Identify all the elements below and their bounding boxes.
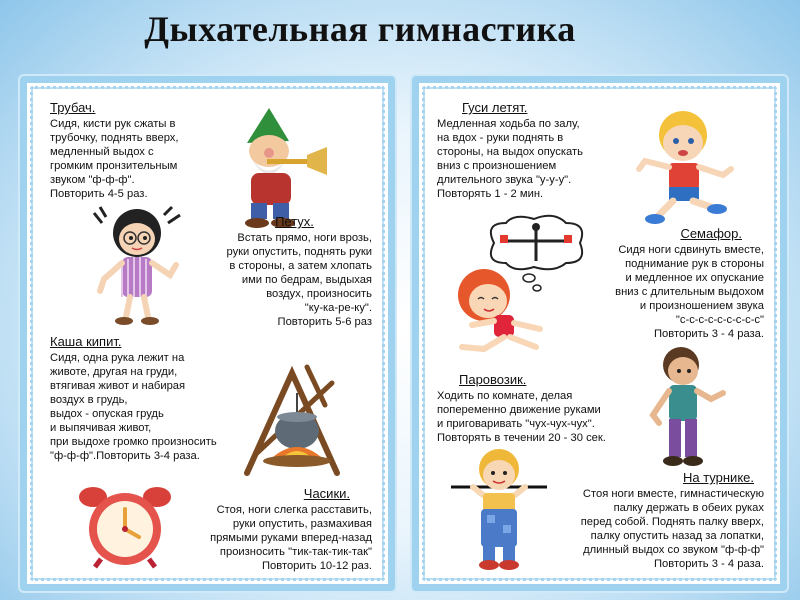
dwarf-trumpeter-illustration — [227, 103, 337, 228]
exercise-semaphore — [579, 227, 764, 341]
exercise-text: Стоя, ноги слегка расставить, руки опустить, размахивая прямыми руками вперед-назад произносить "тик-так-тик-так" Повторить 10-12 раз. — [210, 504, 372, 572]
exercise-text: Сидя ноги сдвинуть вместе, поднимание рук в стороны и медленное их опускание вниз с длительным выдохом и произношением звука "с-с-с-с-с-с-с-с-с" Повторить 3 - 4 раза. — [615, 244, 764, 340]
left-panel — [20, 76, 395, 591]
exercise-bar — [539, 471, 764, 571]
exercise-heading: На турнике. — [682, 470, 754, 485]
alarm-clock-illustration — [75, 479, 175, 569]
exercise-heading: Трубач. — [50, 100, 96, 115]
exercise-heading: Семафор. — [680, 226, 742, 241]
page-title: Дыхательная гимнастика — [144, 9, 576, 49]
right-panel — [412, 76, 787, 591]
exercise-geese — [437, 101, 627, 201]
exercise-text: Встать прямо, ноги врозь, руки опустить, поднять руки в стороны, а затем хлопать ими по бедрам, выдыхая воздух, произносить "ку-ка-ре-ку". Повторить 5-6 раз — [226, 232, 372, 328]
exercise-text: Стоя ноги вместе, гимнастическую палку держать в обеих руках перед собой. Поднять палку вверх, палку опустить назад за лопатки, длинный выдох со звуком "ф-ф-ф" Повторить 3 - 4 раза. — [580, 488, 764, 570]
exercise-trumpeter — [50, 101, 240, 201]
campfire-pot-illustration — [237, 353, 347, 478]
exercise-heading: Каша кипит. — [50, 334, 122, 349]
boy-with-bar-illustration — [449, 443, 549, 573]
exercise-heading: Петух. — [275, 214, 314, 229]
exercise-clock — [187, 487, 372, 573]
exercise-heading: Паровозик. — [459, 372, 527, 387]
exercise-porridge — [50, 335, 250, 463]
stretching-girl-illustration — [444, 263, 549, 353]
exercise-heading: Часики. — [303, 486, 350, 501]
exercise-text: Сидя, кисти рук сжаты в трубочку, поднять вверх, медленный выдох с громким пронзительным звуком "ф-ф-ф". Повторить 4-5 раз. — [50, 118, 179, 200]
standing-boy-illustration — [639, 343, 729, 468]
exercise-text: Сидя, одна рука лежит на животе, другая на груди, втягивая живот и набирая воздух в грудь, выдох - опуская грудь и выпячивая живот, при выдохе громко произносить "ф-ф-ф".Повторить 3-4 раза. — [50, 352, 217, 462]
exercise-heading: Гуси летят. — [462, 100, 528, 115]
exercise-rooster — [187, 215, 372, 329]
exercise-text: Ходить по комнате, делая попеременно движение руками и приговаривать "чух-чух-чух". Повторять в течении 20 - 30 сек. — [437, 390, 606, 444]
girl-illustration — [92, 205, 187, 330]
running-boy-illustration — [631, 103, 741, 228]
exercise-text: Медленная ходьба по залу, на вдох - руки поднять в стороны, на выдох опускать вниз с произношением длительного звука "у-у-у". Повторять 1 - 2 мин. — [437, 118, 583, 200]
exercise-train — [437, 373, 647, 445]
